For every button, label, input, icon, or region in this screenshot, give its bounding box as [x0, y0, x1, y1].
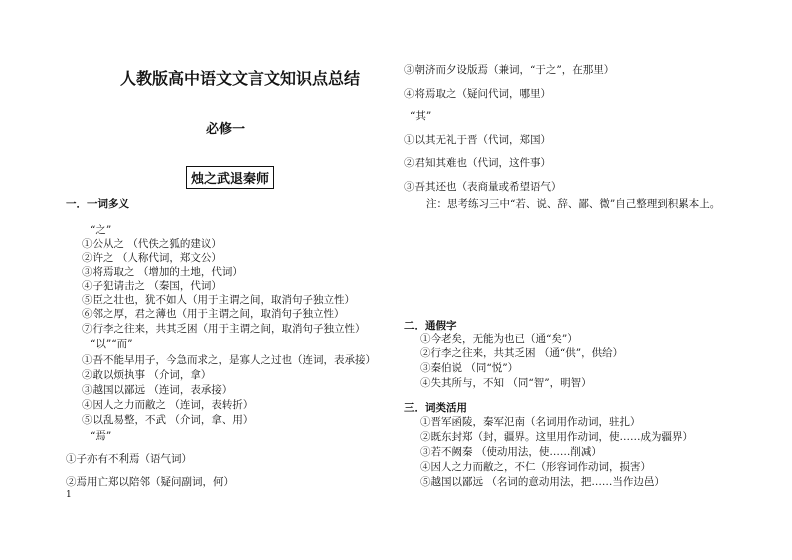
list-item: ①吾不能早用子，今急而求之，是寡人之过也（连词，表承接） [82, 354, 376, 366]
list-item: ③越国以鄙远 （连词，表承接） [82, 384, 233, 396]
section-heading-polysemy: 一．一词多义 [66, 198, 129, 210]
section-heading-tongjiazi: 二．通假字 [404, 320, 457, 332]
list-item: ①今老矣，无能为也已（通“矣”） [420, 333, 578, 345]
list-item: ③吾其还也（表商量或希望语气） [404, 181, 562, 193]
list-item: ②既东封郑（封，疆界。这里用作动词，使……成为疆界） [420, 431, 693, 443]
lesson-title: 烛之武退秦师 [186, 166, 274, 189]
list-item: ④将焉取之（疑问代词，哪里） [404, 88, 551, 100]
list-item: ②君知其难也（代词，这件事） [404, 157, 551, 169]
list-item: ④因人之力而敝之 （连词，表转折） [82, 399, 254, 411]
list-item: ①公从之 （代佚之狐的建议） [82, 238, 222, 250]
list-item: ②行李之往来，共其乏困 （通“供”，供给） [420, 347, 624, 359]
volume-subtitle: 必修一 [206, 122, 246, 137]
page-number: 1 [66, 490, 72, 500]
list-item: ③将焉取之 （增加的土地，代词） [82, 266, 243, 278]
list-item: ②焉用亡郑以陪邻（疑问副词，何） [66, 476, 234, 488]
list-item: ④失其所与，不知 （同“智”，明智） [420, 377, 592, 389]
list-item: “以”“而” [90, 338, 133, 350]
list-item: ①以其无礼于晋（代词，郑国） [404, 134, 551, 146]
list-item: ⑤臣之壮也，犹不如人（用于主谓之间，取消句子独立性） [82, 294, 355, 306]
document-title: 人教版高中语文文言文知识点总结 [120, 69, 361, 88]
list-item: “之” [90, 224, 112, 236]
list-item: ②许之 （人称代词，郑文公） [82, 252, 222, 264]
list-item: ⑦行李之往来，共其乏困（用于主谓之间，取消句子独立性） [82, 323, 366, 335]
list-item: ④因人之力而敝之，不仁（形容词作动词，损害） [420, 461, 651, 473]
list-item: ④子犯请击之 （秦国，代词） [82, 280, 222, 292]
list-item: “其” [410, 110, 432, 122]
list-item: ⑤以乱易整，不武 （介词，拿、用） [82, 414, 254, 426]
section-heading-word-class: 三．词类活用 [404, 402, 467, 414]
list-item: ③朝济而夕设版焉（兼词，“于之”，在那里） [404, 64, 615, 76]
list-item: “焉” [90, 430, 112, 442]
list-item: ③秦伯说 （同“悦”） [420, 362, 519, 374]
list-item: ①晋军函陵，秦军氾南（名词用作动词，驻扎） [420, 416, 641, 428]
list-item: ②敢以烦执事 （介词，拿） [82, 369, 212, 381]
list-item: ⑤越国以鄙远 （名词的意动用法，把……当作边邑） [420, 476, 665, 488]
list-item: ⑥邻之厚，君之薄也（用于主谓之间，取消句子独立性） [82, 308, 345, 320]
note-text: 注：思考练习三中“若、说、辞、鄙、微”自己整理到积累本上。 [426, 198, 721, 210]
list-item: ③若不阙秦 （使动用法，使……削减） [420, 446, 602, 458]
list-item: ①子亦有不利焉（语气词） [66, 453, 192, 465]
